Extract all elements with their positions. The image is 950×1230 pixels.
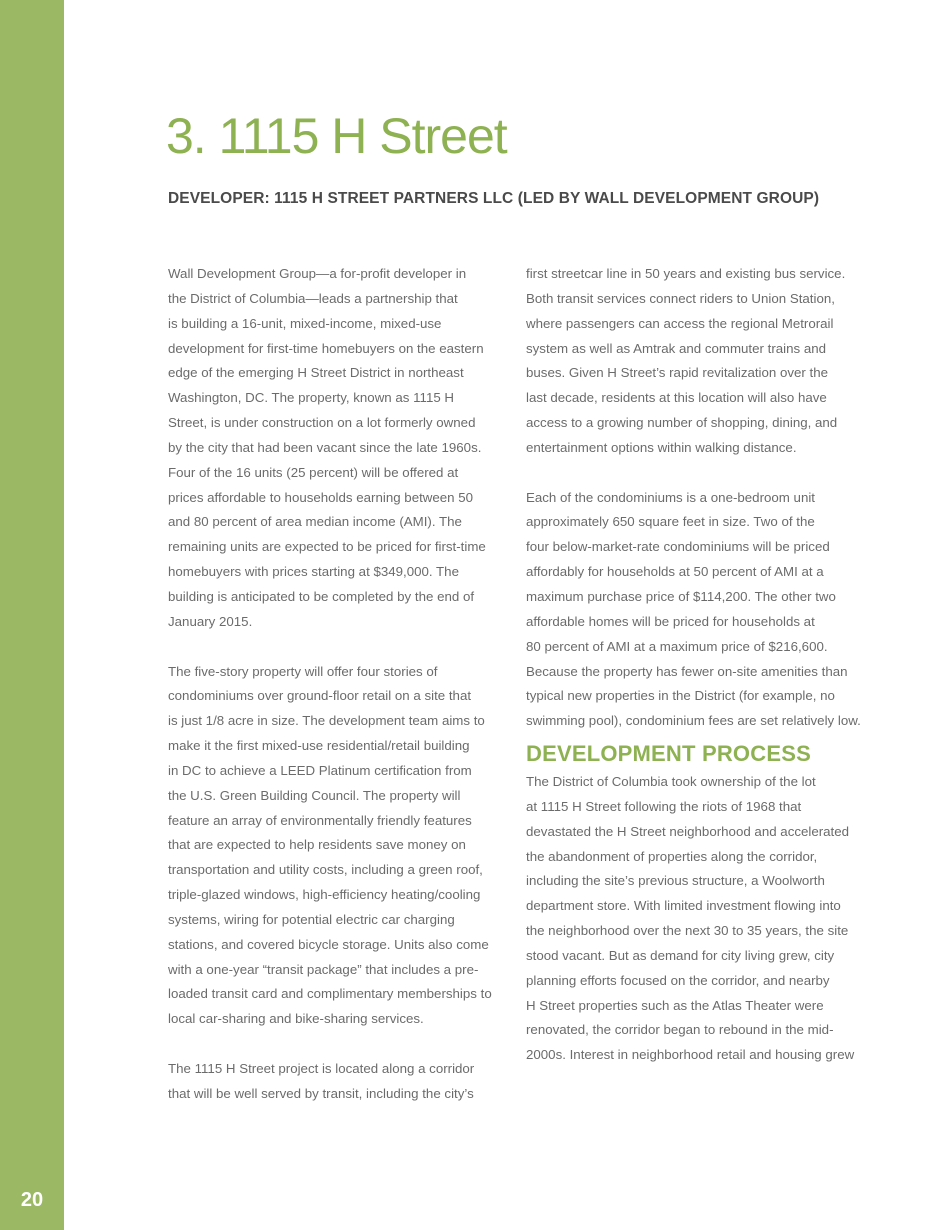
text-line: stood vacant. But as demand for city living grew, city xyxy=(526,947,835,963)
paragraph xyxy=(168,660,513,1033)
text-line: loaded transit card and complimentary memberships to xyxy=(168,986,492,1002)
text-line: remaining units are expected to be priced for first-time xyxy=(168,539,486,555)
text-line: stations, and covered bicycle storage. Units also come xyxy=(168,936,489,952)
text-line: The District of Columbia took ownership of the lot xyxy=(526,774,816,790)
text-line: buses. Given H Street’s rapid revitalization over the xyxy=(526,365,829,381)
text-line: prices affordable to households earning between 50 xyxy=(168,489,474,505)
text-line: typical new properties in the District (for example, no xyxy=(526,688,835,704)
text-line: with a one-year “transit package” that includes a pre- xyxy=(168,961,479,977)
text-line: Because the property has fewer on-site amenities than xyxy=(526,663,848,679)
text-line: Wall Development Group—a for-profit developer in xyxy=(168,266,467,281)
text-line: system as well as Amtrak and commuter trains and xyxy=(526,340,827,356)
text-line: Washington, DC. The property, known as 1115 H xyxy=(168,390,455,406)
text-line: department store. With limited investment flowing into xyxy=(526,898,841,914)
text-line: entertainment options within walking distance. xyxy=(526,439,797,455)
page-number: 20 xyxy=(20,1189,44,1211)
text-line: building is anticipated to be completed by the end of xyxy=(168,588,475,604)
text-line: at 1115 H Street following the riots of 1968 that xyxy=(526,798,802,814)
text-line: the abandonment of properties along the corridor, xyxy=(526,848,818,864)
text-line: 80 percent of AMI at a maximum price of $216,600. xyxy=(526,638,828,654)
text-line: devastated the H Street neighborhood and accelerated xyxy=(526,823,850,839)
text-line: renovated, the corridor began to rebound in the mid- xyxy=(526,1022,834,1038)
text-line: in DC to achieve a LEED Platinum certification from xyxy=(168,762,472,778)
text-line: that are expected to help residents save money on xyxy=(168,837,466,853)
text-line: where passengers can access the regional Metrorail xyxy=(526,315,834,331)
text-line: the neighborhood over the next 30 to 35 years, the site xyxy=(526,923,849,939)
page-sidebar xyxy=(0,0,64,1230)
text-line: condominiums over ground-floor retail on a site that xyxy=(168,688,472,704)
developer-subheading: DEVELOPER: 1115 H STREET PARTNERS LLC (LED BY WALL DEVELOPMENT GROUP) xyxy=(168,190,820,207)
text-line: four below-market-rate condominiums will be priced xyxy=(526,539,830,555)
text-line: Four of the 16 units (25 percent) will be offered at xyxy=(168,464,459,480)
text-line: triple-glazed windows, high-efficiency heating/cooling xyxy=(168,887,481,903)
paragraph xyxy=(526,262,876,461)
right-column xyxy=(526,262,876,1068)
paragraph-gap xyxy=(168,635,513,660)
text-line: the U.S. Green Building Council. The property will xyxy=(168,787,461,803)
text-line: affordably for households at 50 percent of AMI at a xyxy=(526,564,824,580)
text-line: Both transit services connect riders to Union Station, xyxy=(526,290,835,306)
text-line: first streetcar line in 50 years and existing bus service. xyxy=(526,266,846,281)
paragraph xyxy=(526,486,876,734)
section-heading-development-process: DEVELOPMENT PROCESS xyxy=(526,741,811,767)
text-line: is just 1/8 acre in size. The development team aims to xyxy=(168,713,485,729)
text-line: make it the first mixed-use residential/retail building xyxy=(168,738,470,754)
paragraph xyxy=(168,1057,513,1107)
text-line: feature an array of environmentally friendly features xyxy=(168,812,472,828)
text-line: including the site’s previous structure, a Woolworth xyxy=(526,873,825,889)
text-line: The 1115 H Street project is located along a corridor xyxy=(168,1061,475,1076)
text-line: local car-sharing and bike-sharing services. xyxy=(168,1011,424,1027)
paragraph-gap xyxy=(526,461,876,486)
text-line: 2000s. Interest in neighborhood retail and housing grew xyxy=(526,1047,855,1063)
paragraph xyxy=(526,770,876,1068)
paragraph xyxy=(168,262,513,635)
text-line: transportation and utility costs, including a green roof, xyxy=(168,862,483,878)
text-line: systems, wiring for potential electric car charging xyxy=(168,911,455,927)
text-line: homebuyers with prices starting at $349,000. The xyxy=(168,564,459,580)
left-column xyxy=(168,262,513,1107)
text-line: edge of the emerging H Street District in northeast xyxy=(168,365,464,381)
text-line: January 2015. xyxy=(168,613,253,629)
text-line: the District of Columbia—leads a partnership that xyxy=(168,290,458,306)
text-line: affordable homes will be priced for households at xyxy=(526,613,815,629)
text-line: that will be well served by transit, including the city’s xyxy=(168,1085,474,1101)
text-line: is building a 16-unit, mixed-income, mixed-use xyxy=(168,315,442,331)
text-line: maximum purchase price of $114,200. The other two xyxy=(526,588,836,604)
text-line: by the city that had been vacant since the late 1960s. xyxy=(168,439,482,455)
paragraph-gap xyxy=(168,1032,513,1057)
text-line: Street, is under construction on a lot formerly owned xyxy=(168,415,476,431)
text-line: Each of the condominiums is a one-bedroom unit xyxy=(526,489,815,505)
text-line: planning efforts focused on the corridor, and nearby xyxy=(526,972,830,988)
page-title: 3. 1115 H Street xyxy=(166,108,507,164)
text-line: and 80 percent of area median income (AMI). The xyxy=(168,514,462,530)
text-line: swimming pool), condominium fees are set relatively low. xyxy=(526,713,861,729)
text-line: approximately 650 square feet in size. Two of the xyxy=(526,514,815,530)
text-line: The five-story property will offer four stories of xyxy=(168,663,438,679)
text-line: H Street properties such as the Atlas Theater were xyxy=(526,997,824,1013)
text-line: development for first-time homebuyers on the eastern xyxy=(168,340,484,356)
text-line: last decade, residents at this location will also have xyxy=(526,390,827,406)
text-line: access to a growing number of shopping, dining, and xyxy=(526,415,838,431)
